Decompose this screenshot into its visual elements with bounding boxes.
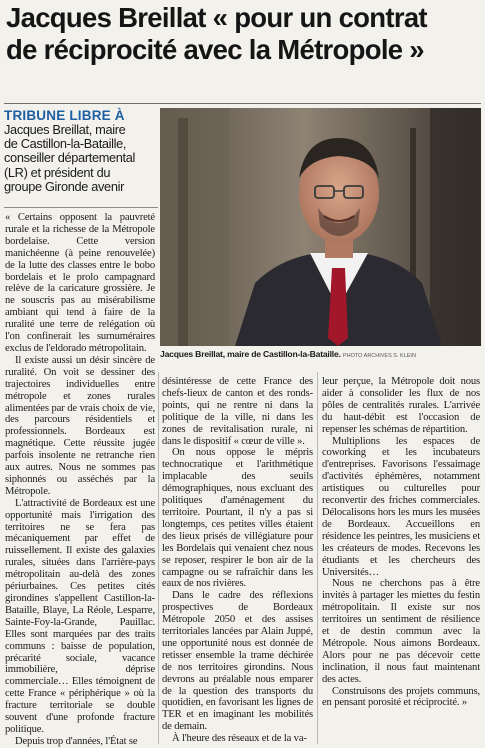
paragraph: « Certains opposent la pauvreté rurale et la richesse de la Métropole bordelaise. Cette version manichéenne (à peine renouvelée) de la lutte des classes entre le bobo bordelais et le prolo campagnard relève de la caricature grossière. Je ne souscris pas au misérabilisme ambiant qui tend à faire de la ruralité une terre de relégation où l'on confinerait les surnuméraires exclus de l'eldorado métropolitain.	[5, 212, 155, 354]
paragraph: désintéresse de cette France des chefs-lieux de canton et des ronds-points, qui ne rentre ni dans la politique de la ville, ni dans les zones de revitalisation rurale, ni dans le dispositif « cœur de ville ».	[162, 376, 313, 447]
paragraph: Construisons des projets communs, en pensant porosité et réciprocité. »	[322, 685, 480, 709]
photo-caption	[160, 349, 482, 359]
portrait-photo-image	[160, 108, 481, 346]
column-divider-1	[158, 372, 159, 744]
paragraph: Multiplions les espaces de coworking et les incubateurs d'entreprises. Favorisons l'essaimage d'activités éphémères, notamment artistiques ou culturelles pour reconvertir des friches commerciales. Délocalisons hors les murs les musées de Bordeaux. Accueillons en résidence les peintres, les musiciens et les créateurs de modes. Recevons les étudiants et les chercheurs des Universités…	[322, 435, 480, 578]
photo-caption-text: Jacques Breillat, maire de Castillon-la-Bataille.	[160, 349, 341, 359]
tribune-author: Jacques Breillat, maire de Castillon-la-Bataille, conseiller départemental (LR) et président du groupe Gironde avenir	[4, 122, 136, 194]
column-divider-2	[317, 372, 318, 744]
paragraph: Nous ne cherchons pas à être invités à partager les miettes du festin métropolitain. Il existe sur nos territoires un sentiment de résilience et de destin commun avec la Métropole. Nous aimons Bordeaux. Alors pour ne pas décevoir cette inclination, il nous faut maintenant des actes.	[322, 578, 480, 685]
headline-divider	[4, 103, 481, 104]
paragraph: À l'heure des réseaux et de la va-	[172, 733, 307, 745]
portrait-photo	[160, 108, 481, 346]
paragraph: leur perçue, la Métropole doit nous aider à consolider les flux de nos pôles de centralités rurales. L'arrivée du haut-débit est l'occasion de repenser les schémas de répartition.	[322, 376, 480, 435]
author-divider	[4, 207, 158, 208]
article-column-3	[322, 376, 480, 709]
paragraph: L'attractivité de Bordeaux est une opportunité mais l'irrigation des territoires ne se fera pas mécaniquement par effet de ruissellement. Il existe des galaxies rurales, situées dans l'arrière-pays métropolitain au-delà des zones périurbaines. Ces petites cités girondines s'appellent Castillon-la-Bataille, Blaye, La Réole, Lesparre, Sainte-Foy-la-Grande, Pauillac. Elles sont marquées par des traits communs : baisse de population, précarité sociale, vacance immobilière, déprise commerciale… Elles témoignent de cette France « périphérique » où la fracture territoriale se double souvent d'une profonde fracture politique.	[5, 497, 155, 735]
headline-line-1: Jacques Breillat « pour un contrat	[6, 2, 427, 33]
headline-line-2: de réciprocité avec la Métropole »	[6, 34, 424, 65]
paragraph: Il existe aussi un désir sincère de ruralité. On voit se dessiner des trajectoires individuelles entre métropole et zones rurales alimentées par de vrais choix de vie, des parcours résidentiels et professionnels. Bordeaux est magnétique. Cette réussite jugée parfois insolente ne retranche rien aux autres. Nous ne sommes pas siphonnés ou asséchés par la Métropole.	[5, 354, 155, 497]
tribune-block	[4, 108, 159, 194]
article-column-1	[5, 212, 155, 748]
article-column-2	[162, 376, 313, 745]
tribune-label: TRIBUNE LIBRE À	[4, 108, 125, 123]
headline	[6, 2, 482, 66]
paragraph: Depuis trop d'années, l'État se	[15, 735, 138, 747]
photo-credit: PHOTO ARCHIVES S. KLEIN	[342, 353, 416, 359]
paragraph: Dans le cadre des réflexions prospectives de Bordeaux Métropole 2050 et des assises territoriales lancées par Alain Juppé, une opportunité nous est donnée de retisser ensemble la trame déchirée de nos territoires girondins. Nous devrons au préalable nous emparer de la question des transports du quotidien, en favorisant les lignes de TER et en imaginant les mobilités de demain.	[162, 590, 313, 733]
paragraph: On nous oppose le mépris technocratique et l'arithmétique implacable des seuils démographiques, nous excluant des politiques d'aménagement du territoire. Pourtant, il n'y a pas si longtemps, ces petites villes étaient des lieux prisés de villégiature pour les Bordelais qui venaient chez nous se reposer, respirer le bon air de la campagne ou se rafraîchir dans les eaux de nos rivières.	[162, 447, 313, 590]
